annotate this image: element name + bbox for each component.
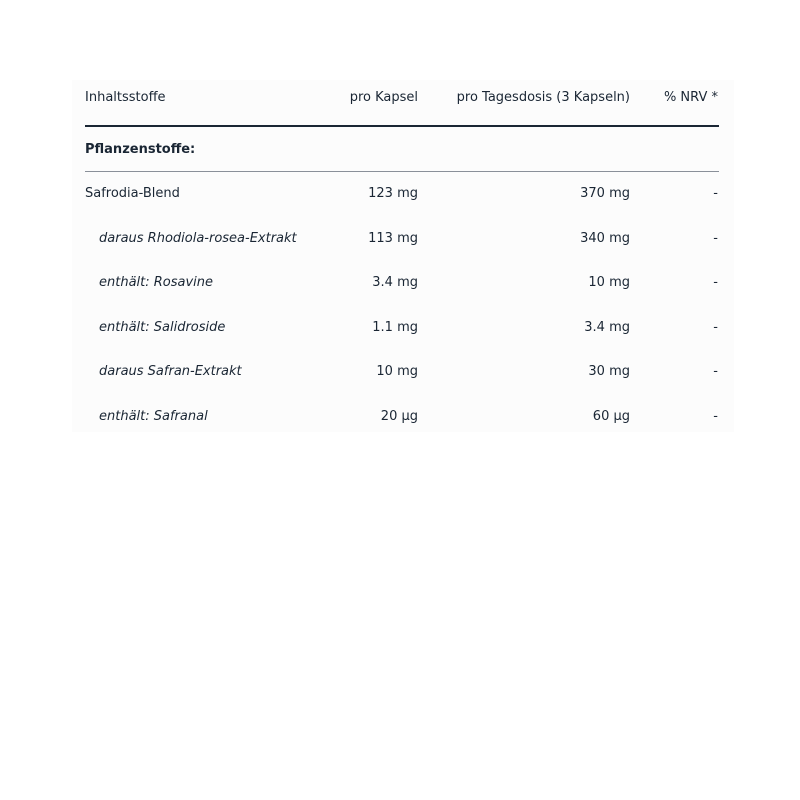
- header-ingredients: Inhaltsstoffe: [85, 90, 166, 105]
- nrv-value: -: [713, 364, 718, 379]
- per-capsule-value: 123 mg: [368, 186, 418, 201]
- section-heading-row: [85, 140, 719, 160]
- ingredient-name: enthält: Salidroside: [99, 320, 226, 335]
- table-row: [85, 318, 719, 338]
- section-heading: Pflanzenstoffe:: [85, 142, 196, 157]
- ingredient-name: daraus Safran-Extrakt: [99, 364, 242, 379]
- nrv-value: -: [713, 409, 718, 424]
- per-daily-dose-value: 370 mg: [580, 186, 630, 201]
- nutrition-table-panel: [72, 80, 734, 432]
- nrv-value: -: [713, 186, 718, 201]
- table-row: [85, 362, 719, 382]
- ingredient-name: enthält: Safranal: [99, 409, 208, 424]
- ingredient-name: Safrodia-Blend: [85, 186, 180, 201]
- per-daily-dose-value: 30 mg: [588, 364, 630, 379]
- ingredient-name: daraus Rhodiola-rosea-Extrakt: [99, 231, 297, 246]
- per-daily-dose-value: 3.4 mg: [584, 320, 630, 335]
- nrv-value: -: [713, 275, 718, 290]
- table-row: [85, 229, 719, 249]
- table-row: [85, 273, 719, 293]
- per-daily-dose-value: 340 mg: [580, 231, 630, 246]
- header-nrv: % NRV *: [663, 90, 718, 105]
- header-per-daily-dose: pro Tagesdosis (3 Kapseln): [456, 90, 630, 105]
- per-capsule-value: 3.4 mg: [372, 275, 418, 290]
- per-capsule-value: 10 mg: [376, 364, 418, 379]
- per-capsule-value: 1.1 mg: [372, 320, 418, 335]
- per-daily-dose-value: 60 µg: [592, 409, 630, 424]
- table-row: [85, 184, 719, 204]
- table-row: [85, 407, 719, 427]
- nrv-value: -: [713, 231, 718, 246]
- section-divider: [85, 171, 719, 172]
- ingredient-name: enthält: Rosavine: [99, 275, 214, 290]
- header-divider: [85, 125, 719, 127]
- table-header-row: [85, 88, 719, 108]
- per-capsule-value: 113 mg: [368, 231, 418, 246]
- per-capsule-value: 20 µg: [380, 409, 418, 424]
- per-daily-dose-value: 10 mg: [588, 275, 630, 290]
- nrv-value: -: [713, 320, 718, 335]
- header-per-capsule: pro Kapsel: [349, 90, 418, 105]
